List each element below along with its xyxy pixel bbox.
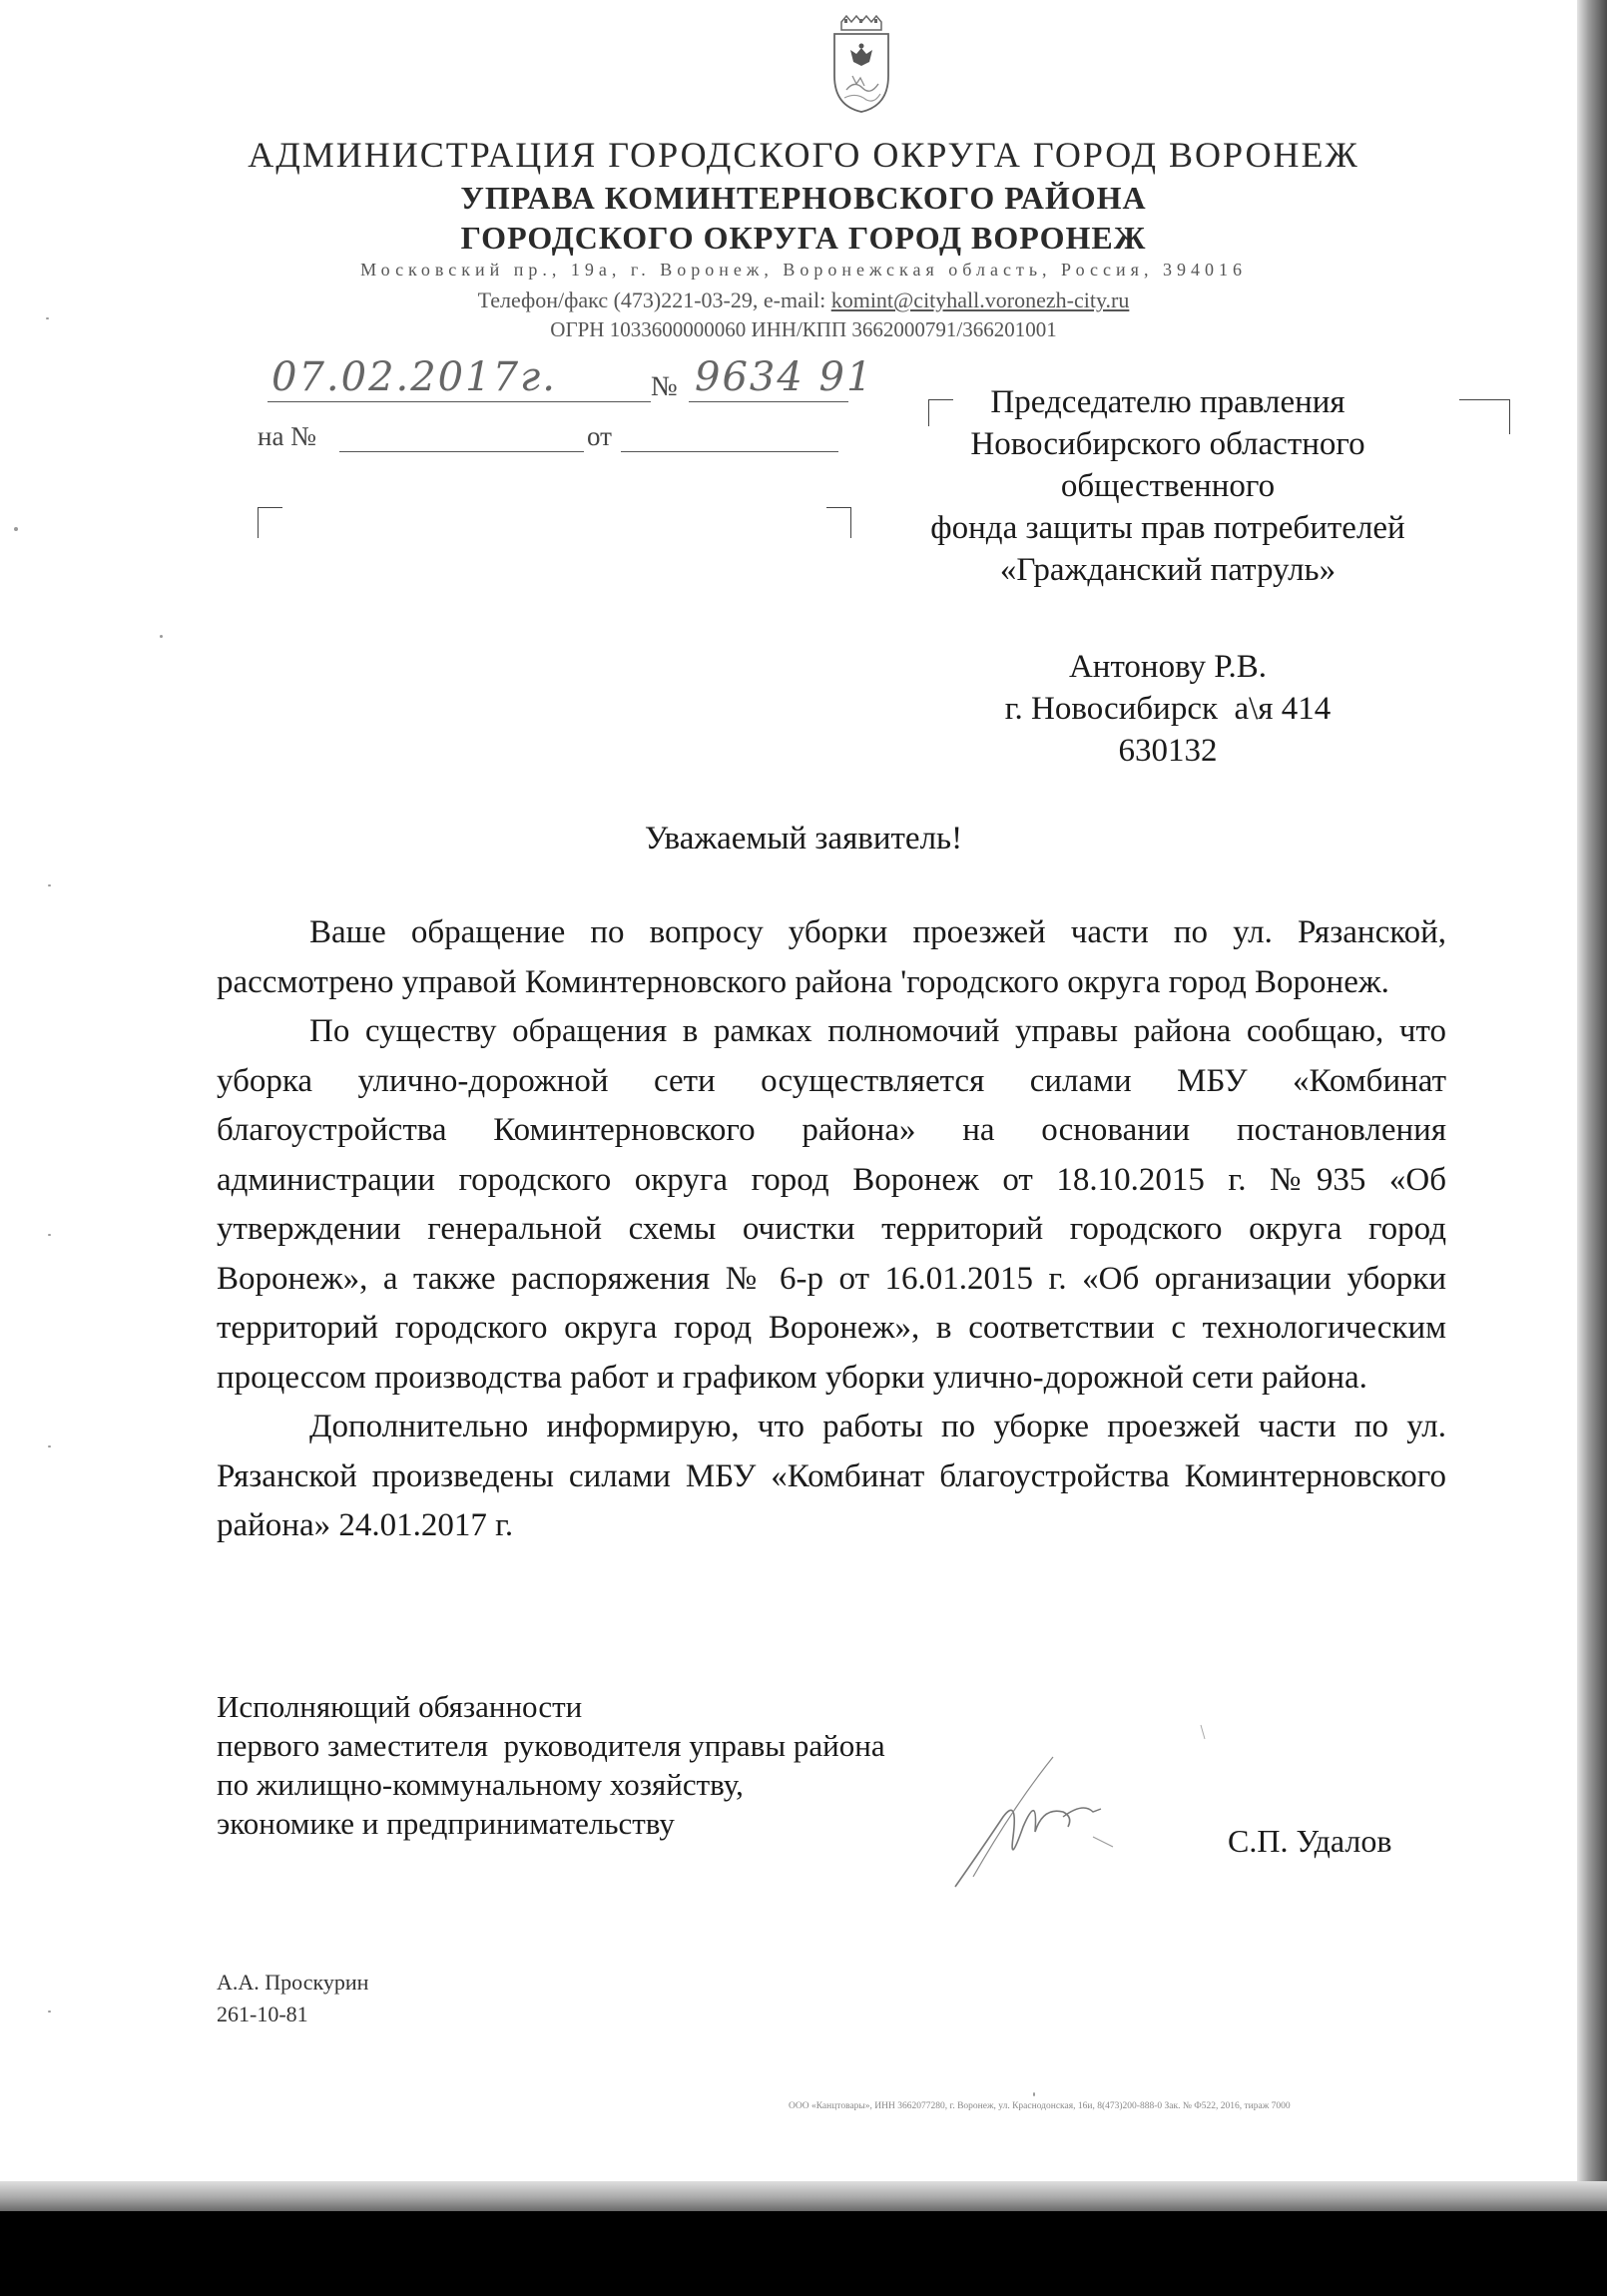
- recipient-corner-right: [1459, 399, 1510, 434]
- recipient-postcode: 630132: [1118, 733, 1218, 769]
- recipient-city: г. Новосибирск а\я 414: [1004, 691, 1332, 727]
- position-line: по жилищно-коммунальному хозяйству,: [217, 1767, 744, 1802]
- printer-imprint: ООО «Канцтовары», ИНН 3662077280, г. Воронеж, ул. Краснодонская, 16и, 8(473)200-888-0 Зак. № Ф522, 2016, тираж 7000: [789, 2101, 1291, 2111]
- executor-name: А.А. Проскурин: [217, 1970, 369, 1995]
- reference-number-line: [339, 451, 584, 452]
- scan-speck: [160, 635, 163, 638]
- signatory-name: С.П. Удалов: [1228, 1823, 1392, 1859]
- org-gorod-title: ГОРОДСКОГО ОКРУГА ГОРОД ВОРОНЕЖ: [460, 220, 1147, 256]
- number-label: №: [651, 371, 678, 402]
- recipient-line: Новосибирского областного: [970, 426, 1365, 462]
- body-paragraph: По существу обращения в рамках полномочий управы района сообщаю, что уборка улично-дорожной сети осуществляется силами МБУ «Комбинат благоустройства Коминтерновского района» на основании постановления администрации городского округа город Воронеж от 18.10.2015 г. №935 «Об утверждении генеральной схемы очистки территорий городского округа город Воронеж», а также распоряжения № 6-р от 16.01.2015 г. «Об организации уборки территорий городского округа город Воронеж», в соответствии с технологическим процессом производства работ и графиком уборки улично-дорожной сети района.: [217, 1013, 1446, 1396]
- position-line: первого заместителя руководителя управы района: [217, 1728, 885, 1763]
- org-phone: Телефон/факс (473)221-03-29, e-mail:: [477, 287, 831, 312]
- body-paragraph: Дополнительно информирую, что работы по уборке проезжей части по ул. Рязанской произведены силами МБУ «Комбинат благоустройства Коминтерновского района» 24.01.2017 г.: [217, 1409, 1446, 1543]
- corner-mark-left: [258, 507, 282, 538]
- signatory-position: [217, 1687, 885, 1843]
- recipient-address: [898, 646, 1437, 772]
- scan-speck: [46, 317, 49, 319]
- handwritten-signature: [943, 1717, 1233, 1897]
- scan-border-bottom: [0, 2211, 1607, 2296]
- org-uprava-title: УПРАВА КОМИНТЕРНОВСКОГО РАЙОНА: [460, 180, 1147, 216]
- executor-info: [217, 1967, 368, 2030]
- scan-edge-bottom: [0, 2181, 1607, 2211]
- recipient-line: Председателю правления: [990, 384, 1345, 420]
- reference-number-label: на №: [258, 421, 316, 451]
- org-admin-title: АДМИНИСТРАЦИЯ ГОРОДСКОГО ОКРУГА ГОРОД ВОРОНЕЖ: [248, 135, 1359, 175]
- org-email-link[interactable]: komint@cityhall.voronezh-city.ru: [830, 287, 1130, 312]
- coat-of-arms-emblem: [826, 14, 896, 114]
- reference-date-line: [621, 451, 838, 452]
- greeting: Уважаемый заявитель!: [644, 821, 963, 857]
- date-underline: [268, 401, 651, 402]
- outgoing-number: 9634 91: [695, 354, 874, 400]
- outgoing-date: 07.02.2017г.: [271, 354, 557, 400]
- scan-speck: [48, 1234, 51, 1236]
- org-address: Московский пр., 19а, г. Воронеж, Воронежская область, Россия, 394016: [360, 260, 1247, 280]
- scan-speck: [14, 527, 18, 531]
- number-underline: [689, 401, 848, 402]
- reference-date-label: от: [587, 421, 612, 451]
- scan-speck: [48, 1445, 51, 1447]
- position-line: экономике и предпринимательству: [217, 1806, 675, 1841]
- scan-speck: [48, 884, 51, 886]
- recipient-line: общественного: [1060, 468, 1276, 504]
- scan-edge-right: [1577, 0, 1607, 2181]
- recipient-name: Антонову Р.В.: [1068, 649, 1268, 685]
- scan-speck: [48, 2010, 51, 2012]
- recipient-org: [878, 381, 1457, 591]
- recipient-line: «Гражданский патруль»: [999, 552, 1337, 588]
- scan-speck: [1033, 2092, 1035, 2096]
- body-paragraph: Ваше обращение по вопросу уборки проезжей части по ул. Рязанской, рассмотрено управой Коминтерновского района 'городского округа город Воронеж.: [217, 914, 1446, 1000]
- org-contacts: [0, 287, 1607, 313]
- executor-phone: 261-10-81: [217, 2002, 308, 2026]
- letter-body: [217, 908, 1446, 1551]
- position-line: Исполняющий обязанности: [217, 1689, 583, 1724]
- org-registration: ОГРН 1033600000060 ИНН/КПП 3662000791/366201001: [550, 317, 1057, 341]
- recipient-line: фонда защиты прав потребителей: [930, 510, 1405, 546]
- corner-mark-right: [826, 507, 851, 538]
